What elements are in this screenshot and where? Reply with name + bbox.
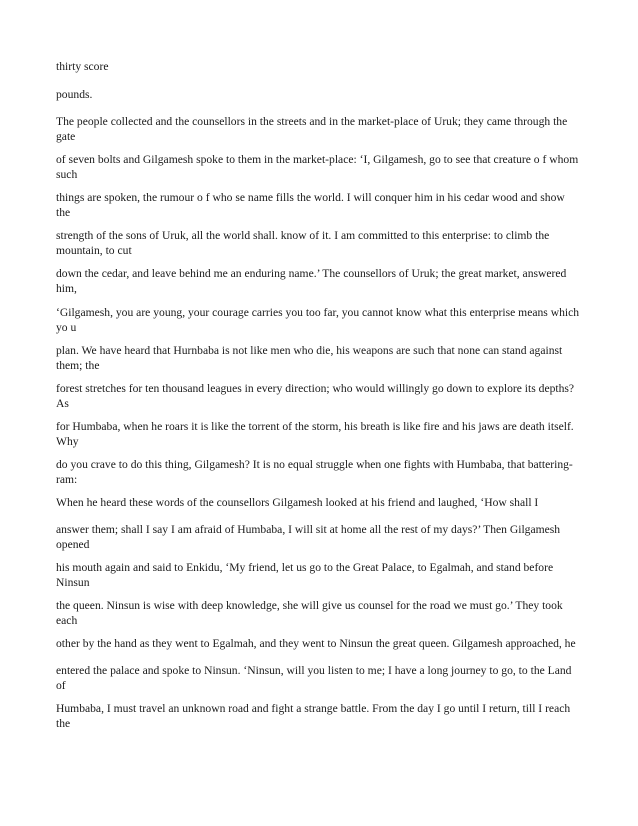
text-line: gate (56, 130, 76, 143)
paragraph (56, 305, 582, 335)
text-line: ‘Gilgamesh, you are young, your courage carries you too far, you cannot know what this enterprise means which (56, 306, 580, 319)
text-line: such (56, 168, 78, 181)
paragraph (56, 560, 582, 590)
text-line: answer them; shall I say I am afraid of Humbaba, I will sit at home all the rest of my days?’ Then Gilgamesh (56, 523, 561, 536)
text-line: each (56, 614, 78, 627)
text-line: them; the (56, 359, 100, 372)
paragraph (56, 343, 582, 373)
paragraph (56, 266, 582, 296)
text-line: do you crave to do this thing, Gilgamesh? It is no equal struggle when one fights with Humbaba, that battering- (56, 458, 573, 471)
text-line: things are spoken, the rumour o f who se name fills the world. I will conquer him in his cedar wood and show (56, 191, 565, 204)
paragraph (56, 457, 582, 487)
text-line: Humbaba, I must travel an unknown road and fight a strange battle. From the day I go until I return, till I reach (56, 702, 571, 715)
text-line: for Humbaba, when he roars it is like the torrent of the storm, his breath is like fire and his jaws are death itself. (56, 420, 574, 433)
text-line: yo u (56, 321, 77, 334)
text-line: other by the hand as they went to Egalmah, and they went to Ninsun the great queen. Gilgamesh approached, he (56, 637, 576, 650)
text-line: him, (56, 282, 77, 295)
paragraph (56, 152, 582, 182)
text-line: strength of the sons of Uruk, all the world shall. know of it. I am committed to this enterprise: to climb the (56, 229, 550, 242)
paragraph (56, 636, 582, 651)
paragraph (56, 190, 582, 220)
text-line: the (56, 206, 71, 219)
paragraph (56, 522, 582, 552)
text-line: his mouth again and said to Enkidu, ‘My friend, let us go to the Great Palace, to Egalmah, and stand before (56, 561, 554, 574)
paragraph (56, 598, 582, 628)
paragraph (56, 495, 582, 510)
paragraph (56, 228, 582, 258)
text-line: the (56, 717, 71, 730)
paragraph (56, 114, 582, 144)
text-line: of seven bolts and Gilgamesh spoke to them in the market-place: ‘I, Gilgamesh, go to see that creature o f whom (56, 153, 579, 166)
text-line: Ninsun (56, 576, 90, 589)
text-line: plan. We have heard that Hurnbaba is not like men who die, his weapons are such that none can stand against (56, 344, 563, 357)
text-line: thirty score (56, 60, 109, 73)
paragraph (56, 701, 582, 731)
text-line: The people collected and the counsellors in the streets and in the market-place of Uruk; they came through the (56, 115, 568, 128)
paragraph (56, 87, 582, 102)
text-line: mountain, to cut (56, 244, 132, 257)
text-line: Why (56, 435, 79, 448)
text-line: opened (56, 538, 90, 551)
text-line: As (56, 397, 69, 410)
text-line: of (56, 679, 66, 692)
text-line: down the cedar, and leave behind me an enduring name.’ The counsellors of Uruk; the great market, answered (56, 267, 567, 280)
paragraph (56, 381, 582, 411)
text-line: pounds. (56, 88, 93, 101)
text-line: the queen. Ninsun is wise with deep knowledge, she will give us counsel for the road we must go.’ They took (56, 599, 563, 612)
paragraph (56, 59, 582, 74)
paragraph (56, 419, 582, 449)
text-line: When he heard these words of the counsellors Gilgamesh looked at his friend and laughed, ‘How shall I (56, 496, 539, 509)
paragraph (56, 663, 582, 693)
text-line: forest stretches for ten thousand leagues in every direction; who would willingly go down to explore its depths? (56, 382, 575, 395)
text-line: ram: (56, 473, 78, 486)
text-line: entered the palace and spoke to Ninsun. ‘Ninsun, will you listen to me; I have a long journey to go, to the Land (56, 664, 572, 677)
